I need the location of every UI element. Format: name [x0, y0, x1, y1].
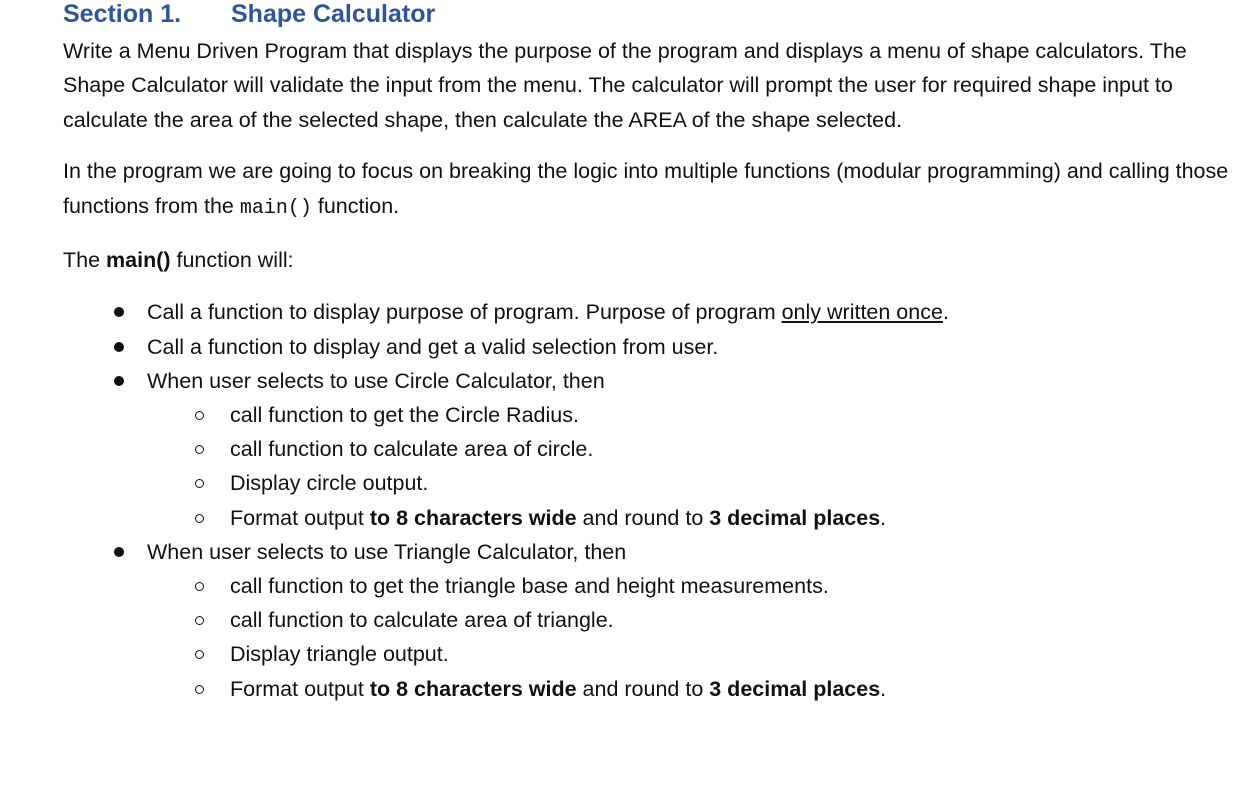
- list-item-selection: [63, 330, 1243, 364]
- purpose-text: Call a function to display purpose of program. Purpose of program: [147, 300, 782, 325]
- main-intro-end: function will:: [170, 248, 294, 273]
- section-heading: [63, 0, 1243, 30]
- circle-sub-text: call function to get the Circle Radius.: [230, 403, 579, 428]
- circle-bullet-icon: [195, 445, 204, 454]
- circle-bullet-icon: [195, 411, 204, 420]
- circle-sub-item: [147, 432, 1243, 466]
- bullet-icon: [114, 342, 124, 352]
- triangle-sub-text: Display triangle output.: [230, 642, 449, 667]
- main-function-list: [63, 295, 1243, 705]
- list-item-circle: [63, 364, 1243, 535]
- list-item-triangle: [63, 535, 1243, 706]
- format-decimal-bold: 3 decimal places: [709, 505, 881, 530]
- circle-sublist: [147, 398, 1243, 535]
- format-text: .: [880, 505, 887, 530]
- triangle-sub-item: [147, 637, 1243, 671]
- format-text: and round to: [576, 505, 710, 530]
- format-text: .: [880, 676, 887, 701]
- purpose-end: .: [942, 300, 949, 325]
- format-text: and round to: [576, 676, 710, 701]
- circle-sub-text: Display circle output.: [230, 471, 429, 496]
- circle-bullet-icon: [195, 479, 204, 488]
- triangle-sublist: [147, 569, 1243, 706]
- circle-bullet-icon: [195, 650, 204, 659]
- format-width-bold: to 8 characters wide: [369, 676, 577, 701]
- format-decimal-bold: 3 decimal places: [709, 676, 881, 701]
- circle-sub-item: [147, 466, 1243, 500]
- circle-bullet-icon: [195, 616, 204, 625]
- triangle-sub-item: [147, 569, 1243, 603]
- main-code: main(): [239, 196, 312, 220]
- main-intro-paragraph: [63, 243, 1243, 277]
- circle-sub-text: call function to calculate area of circle.: [230, 437, 594, 462]
- format-text: Format output: [230, 505, 370, 530]
- triangle-sub-item: [147, 603, 1243, 637]
- triangle-sub-item: [147, 672, 1243, 706]
- main-bold: main(): [106, 248, 171, 273]
- circle-bullet-icon: [195, 685, 204, 694]
- triangle-text: When user selects to use Triangle Calculator, then: [147, 539, 627, 564]
- format-text: Format output: [230, 676, 370, 701]
- circle-bullet-icon: [195, 514, 204, 523]
- modular-paragraph: [63, 154, 1243, 226]
- bullet-icon: [114, 376, 124, 386]
- modular-text: In the program we are going to focus on breaking the logic into multiple functions (modular programming) and calling those functions from the: [63, 159, 1229, 218]
- section-title: Shape Calculator: [231, 0, 436, 28]
- circle-sub-item: [147, 501, 1243, 535]
- selection-text: Call a function to display and get a valid selection from user.: [147, 334, 719, 359]
- bullet-icon: [114, 547, 124, 557]
- triangle-sub-text: call function to get the triangle base and height measurements.: [230, 574, 829, 599]
- modular-text-end: function.: [311, 193, 400, 218]
- triangle-sub-text: call function to calculate area of triangle.: [230, 608, 614, 633]
- circle-sub-item: [147, 398, 1243, 432]
- main-intro-text: The: [63, 248, 107, 273]
- bullet-icon: [114, 307, 124, 317]
- circle-text: When user selects to use Circle Calculator, then: [147, 368, 605, 393]
- format-width-bold: to 8 characters wide: [369, 505, 577, 530]
- purpose-underline: only written once: [781, 300, 943, 325]
- intro-paragraph: Write a Menu Driven Program that displays the purpose of the program and displays a menu of shape calculators. The Shape Calculator will validate the input from the menu. The calculator will prompt the user for required shape input to calculate the area of the selected shape, then calculate the AREA of the shape selected.: [63, 39, 1187, 132]
- document-page: [63, 0, 1243, 706]
- section-number: Section 1.: [63, 0, 182, 28]
- list-item-purpose: [63, 295, 1243, 329]
- circle-bullet-icon: [195, 582, 204, 591]
